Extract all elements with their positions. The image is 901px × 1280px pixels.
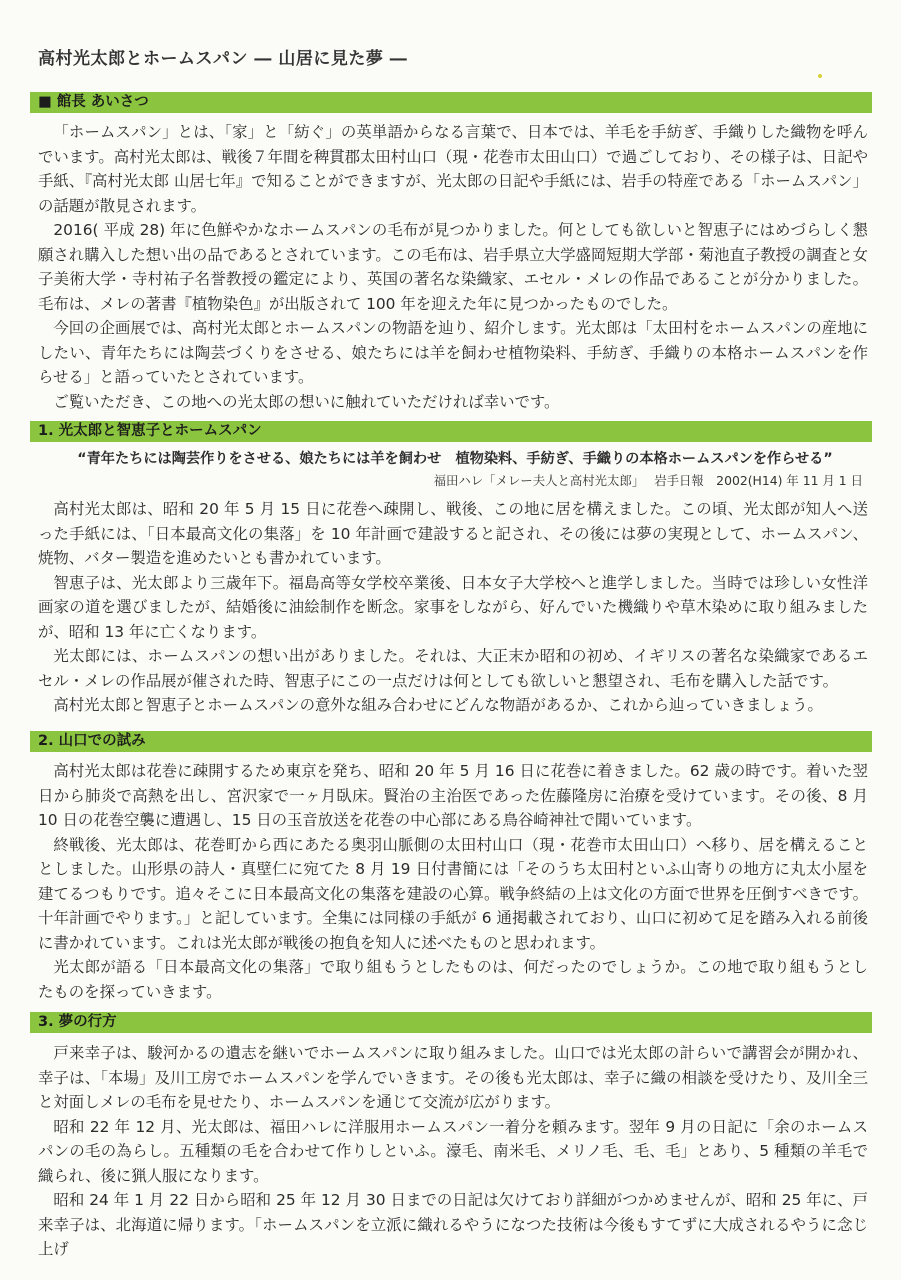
section2-paragraph: 高村光太郎は花巻に疎開するため東京を発ち、昭和 20 年 5 月 16 日に花巻に着きました。62 歳の時です。着いた翌日から肺炎で高熱を出し、宮沢家で一ヶ月臥床。賢治の主治医であった佐藤隆房に治療を受けています。その後、8 月 10 日の花巻空襲に遭遇し、15 日の玉音放送を花巻の中心部にある鳥谷崎神社で聞いています。 <box>38 762 868 829</box>
document-title: 高村光太郎とホームスパン ― 山居に見た夢 ― <box>38 49 408 69</box>
section2-paragraph: 終戦後、光太郎は、花巻町から西にあたる奥羽山脈側の太田村山口（現・花巻市太田山口）へ移り、居を構えることとしました。山形県の詩人・真壁仁に宛てた 8 月 19 日付書簡には「そのうち太田村といふ山寄りの地方に丸太小屋を建てるつもりです。追々そこに日本最高文化の集落を建設の心算。戦争終結の上は文化の方面で世界を圧倒すべきです。十年計画でやります。」と記しています。全集には同様の手紙が 6 通掲載されており、山口に初めて足を踏み入れる前後に書かれています。これは光太郎が戦後の抱負を知人に述べたものと思われます。 <box>38 835 868 952</box>
section1-quote: “青年たちには陶芸作りをさせる、娘たちには羊を飼わせ 植物染料、手紡ぎ、手織りの本格ホームスパンを作らせる” <box>77 451 833 467</box>
section-heading-greeting: ■ 館長 あいさつ <box>30 92 872 113</box>
paper-speck <box>818 74 822 78</box>
section1-body <box>38 497 868 718</box>
greeting-paragraph: 「ホームスパン」とは、「家」と「紡ぐ」の英単語からなる言葉で、日本では、羊毛を手紡ぎ、手織りした織物を呼んでいます。高村光太郎は、戦後７年間を稗貫郡太田村山口（現・花巻市太田山口）で過ごしており、その様子は、日記や手紙、『高村光太郎 山居七年』で知ることができますが、光太郎の日記や手紙には、岩手の特産である「ホームスパン」の話題が散見されます。 <box>38 123 868 215</box>
section1-paragraph: 智恵子は、光太郎より三歳年下。福島高等女学校卒業後、日本女子大学校へと進学しました。当時では珍しい女性洋画家の道を選びましたが、結婚後に油絵制作を断念。家事をしながら、好んでいた機織りや草木染めに取り組みましたが、昭和 13 年に亡くなります。 <box>38 573 868 641</box>
greeting-paragraph: 今回の企画展では、高村光太郎とホームスパンの物語を辿り、紹介します。光太郎は「太田村をホームスパンの産地にしたい、青年たちには陶芸づくりをさせる、娘たちには羊を飼わせ植物染料、手紡ぎ、手織りの本格ホームスパンを作らせる」と語っていたとされています。 <box>38 319 868 386</box>
section3-paragraph: 昭和 24 年 1 月 22 日から昭和 25 年 12 月 30 日までの日記は欠けており詳細がつかめませんが、昭和 25 年に、戸来幸子は、北海道に帰ります。「ホームスパンを立派に織れるやうになつた技術は今後もすてずに大成されるやうに念じ上げ <box>38 1191 868 1258</box>
section-heading-3: 3. 夢の行方 <box>30 1012 872 1033</box>
greeting-paragraph: ご覧いただき、この地への光太郎の想いに触れていただければ幸いです。 <box>53 392 560 411</box>
section3-paragraph: 昭和 22 年 12 月、光太郎は、福田ハレに洋服用ホームスパン一着分を頼みます。翌年 9 月の日記に「余のホームスパンの毛の為らし。五種類の毛を合わせて作りしといふ。濠毛、南米毛、メリノ毛、毛、毛」とあり、5 種類の羊毛で織られ、後に猟人服になります。 <box>38 1117 868 1185</box>
source-publication: 岩手日報 2002(H14) 年 11 月 1 日 <box>654 473 863 488</box>
section3-paragraph: 戸来幸子は、駿河かるの遺志を継いでホームスパンに取り組みました。山口では光太郎の計らいで講習会が開かれ、幸子は、「本場」及川工房でホームスパンを学んでいきます。その後も光太郎は、幸子に織の相談を受けたり、及川全三と対面しメレの毛布を見せたり、ホームスパンを通じて交流が広がります。 <box>38 1044 868 1111</box>
section-heading-2: 2. 山口での試み <box>30 731 872 752</box>
section-heading-1: 1. 光太郎と智恵子とホームスパン <box>30 421 872 442</box>
section1-paragraph: 光太郎には、ホームスパンの想い出がありました。それは、大正末か昭和の初め、イギリスの著名な染織家であるエセル・メレの作品展が催された時、智恵子にこの一点だけは何としても欲しいと懇望され、毛布を購入した話です。 <box>38 647 868 690</box>
section2-body <box>38 759 868 1004</box>
section1-source <box>424 471 863 489</box>
greeting-body <box>38 120 868 414</box>
section2-paragraph: 光太郎が語る「日本最高文化の集落」で取り組もうとしたものは、何だったのでしょうか。この地で取り組もうとしたものを探っていきます。 <box>38 958 868 1001</box>
section1-paragraph: 高村光太郎と智恵子とホームスパンの意外な組み合わせにどんな物語があるか、これから辿っていきましょう。 <box>53 696 823 714</box>
source-author: 福田ハレ「メレー夫人と高村光太郎」 <box>433 473 645 488</box>
section1-paragraph: 高村光太郎は、昭和 20 年 5 月 15 日に花巻へ疎開し、戦後、この地に居を構えました。この頃、光太郎が知人へ送った手紙には、「日本最高文化の集落」を 10 年計画で建設すると記され、その後には夢の実現として、ホームスパン、焼物、バター製造を進めたいとも書かれています。 <box>38 500 868 567</box>
greeting-paragraph: 2016( 平成 28) 年に色鮮やかなホームスパンの毛布が見つかりました。何としても欲しいと智恵子にはめづらしく懇願され購入した想い出の品であるとされています。この毛布は、岩手県立大学盛岡短期大学部・菊池直子教授の調査と女子美術大学・寺村祐子名誉教授の鑑定により、英国の著名な染織家、エセル・メレの作品であることが分かりました。毛布は、メレの著書『植物染色』が出版されて 100 年を迎えた年に見つかったものでした。 <box>38 221 868 313</box>
section3-body <box>38 1041 868 1262</box>
